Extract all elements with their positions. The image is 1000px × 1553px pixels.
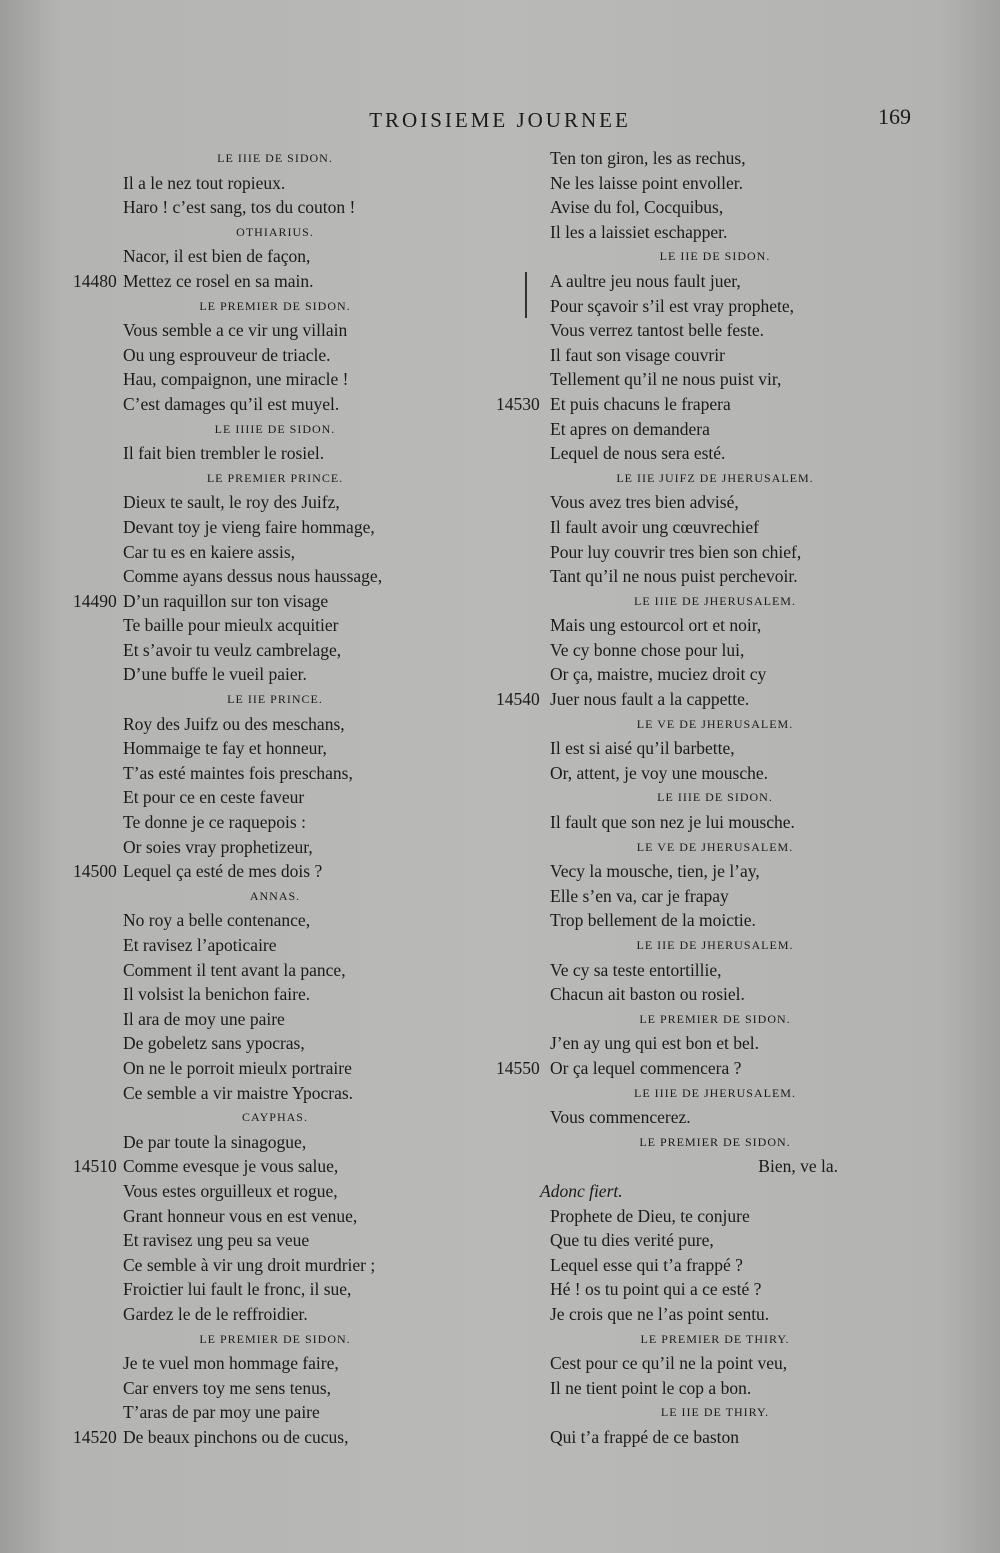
line-text: Chacun ait baston ou rosiel. [550,984,745,1005]
line-text: Pour luy couvrir tres bien son chief, [550,541,802,562]
verse-line [490,1376,880,1401]
line-text: On ne le porroit mieulx portraire [123,1057,352,1078]
line-text: LE IIIIE DE SIDON. [214,421,336,436]
verse-line [490,269,880,294]
speaker-name [490,933,880,958]
line-text: LE IIIE DE JHERUSALEM. [634,593,796,608]
verse-line [40,1154,470,1179]
line-text: LE IIE JUIFZ DE JHERUSALEM. [616,470,814,485]
speaker-name [40,1105,470,1130]
line-text: Or soies vray prophetizeur, [123,836,313,857]
line-text: LE PREMIER DE SIDON. [199,298,351,313]
speaker-name [40,687,470,712]
line-text: Ce semble à vir ung droit murdrier ; [123,1254,376,1275]
line-text: D’un raquillon sur ton visage [123,590,329,611]
line-text: Il fault que son nez je lui mousche. [550,812,795,833]
verse-line [490,1253,880,1278]
verse-line [490,343,880,368]
line-text: LE IIIE DE SIDON. [217,151,333,165]
verse-line [490,1228,880,1253]
verse-line [490,294,880,319]
speaker-name [40,146,470,171]
line-text: Il faut son visage couvrir [550,344,725,365]
speaker-name [490,1327,880,1352]
line-text: Et ravisez l’apoticaire [123,935,277,955]
line-text: Lequel de nous sera esté. [550,443,726,464]
line-text: Il ara de moy une paire [123,1008,285,1029]
verse-line [490,761,880,786]
verse-line [490,1351,880,1376]
line-text: De par toute la sinagogue, [123,1131,307,1152]
line-text: Pour sçavoir s’il est vray prophete, [550,295,794,316]
line-text: Car envers toy me sens tenus, [123,1377,332,1398]
verse-line [40,244,470,269]
verse-line [40,392,470,417]
verse-line [490,1105,880,1130]
verse-line [490,220,880,245]
verse-line [40,613,470,638]
line-text: Comme evesque je vous salue, [123,1156,339,1177]
verse-line [40,1056,470,1081]
verse-line [490,146,880,171]
line-text: Grant honneur vous en est venue, [123,1205,358,1226]
line-text: Avise du fol, Cocquibus, [550,197,724,218]
line-text: LE PREMIER DE SIDON. [639,1011,791,1026]
line-text: C’est damages qu’il est muyel. [123,393,340,414]
line-text: LE IIE DE SIDON. [659,249,771,264]
verse-line [40,1081,470,1106]
line-text: Qui t’a frappé de ce baston [550,1426,740,1447]
line-text: Tant qu’il ne nous puist perchevoir. [550,566,798,587]
line-text: LE PREMIER DE SIDON. [639,1134,791,1149]
speaker-name [490,785,880,810]
line-text: No roy a belle contenance, [123,910,311,931]
verse-line [40,1204,470,1229]
verse-line [490,884,880,909]
verse-line [40,908,470,933]
verse-line [40,1302,470,1327]
line-text: LE IIE DE THIRY. [660,1405,770,1420]
line-text: Trop bellement de la moictie. [550,910,756,931]
verse-line [40,982,470,1007]
verse-line [40,933,470,958]
line-text: De beaux pinchons ou de cucus, [123,1426,349,1447]
speaker-name [490,712,880,737]
line-text: Froictier lui fault le fronc, il sue, [123,1279,352,1300]
line-text: J’en ay ung qui est bon et bel. [550,1033,759,1054]
verse-line [490,982,880,1007]
line-text: OTHIARIUS. [236,224,314,239]
line-text: Et puis chacuns le frapera [550,393,731,414]
line-text: Je te vuel mon hommage faire, [123,1353,339,1374]
left-text-column [40,146,470,1449]
verse-line [40,1425,470,1450]
speaker-name [40,466,470,491]
verse-line [40,367,470,392]
verse-line [490,736,880,761]
verse-line [40,662,470,687]
line-text: D’une buffe le vueil paier. [123,664,307,685]
verse-line [40,564,470,589]
line-text: LE IIE DE JHERUSALEM. [636,938,794,952]
line-text: LE PREMIER DE SIDON. [199,1331,351,1346]
line-number: 14520 [73,1426,117,1447]
verse-line [40,441,470,466]
line-text: Vous verrez tantost belle feste. [550,320,764,341]
line-text: Et pour ce en ceste faveur [123,787,305,808]
speaker-name [490,1400,880,1425]
line-number: 14550 [496,1057,540,1078]
verse-line [40,1228,470,1253]
verse-line [490,367,880,392]
line-text: Comment il tent avant la pance, [123,959,346,980]
line-text: Mettez ce rosel en sa main. [123,270,314,291]
line-text: Devant toy je vieng faire hommage, [123,516,375,537]
line-text: Il est si aisé qu’il barbette, [550,738,735,759]
speaker-name [40,1327,470,1352]
speaker-name [490,589,880,614]
line-text: LE VE DE JHERUSALEM. [636,716,794,731]
line-text: Ve cy sa teste entortillie, [550,959,722,980]
verse-line [490,392,880,417]
verse-line [490,441,880,466]
line-text: Il a le nez tout ropieux. [123,172,286,193]
line-text: Je crois que ne l’as point sentu. [550,1303,770,1324]
line-text: Hau, compaignon, une miracle ! [123,369,349,390]
speaker-name [40,417,470,442]
right-text-column [490,146,880,1449]
verse-line [490,908,880,933]
verse-line [40,761,470,786]
verse-line [490,417,880,442]
verse-line [40,1400,470,1425]
speaker-name [490,1007,880,1032]
verse-line [40,343,470,368]
line-text: Et apres on demandera [550,418,710,439]
verse-line [490,810,880,835]
line-number: 14510 [73,1156,117,1177]
verse-line [490,564,880,589]
line-text: Vecy la mousche, tien, je l’ay, [550,861,760,882]
verse-line [40,540,470,565]
verse-line [40,1253,470,1278]
line-number: 14500 [73,861,117,882]
verse-line [40,1031,470,1056]
verse-line [490,687,880,712]
verse-line [490,540,880,565]
line-text: Prophete de Dieu, te conjure [550,1205,750,1226]
line-text: Vous commencerez. [550,1107,691,1128]
page-number: 169 [878,104,911,129]
line-text: Ou ung esprouveur de triacle. [123,344,331,365]
verse-line [40,785,470,810]
verse-line [40,490,470,515]
line-text: LE PREMIER PRINCE. [206,470,344,485]
verse-line [40,1007,470,1032]
line-number: 14490 [73,590,117,611]
line-number: 14480 [73,270,117,291]
verse-line [40,1351,470,1376]
speaker-name [490,466,880,491]
line-text: Mais ung estourcol ort et noir, [550,615,762,636]
verse-line [490,515,880,540]
line-text: A aultre jeu nous fault juer, [550,270,741,291]
verse-line [40,1376,470,1401]
line-text: Ce semble a vir maistre Ypocras. [123,1082,354,1103]
line-text: Car tu es en kaiere assis, [123,541,296,562]
verse-line [40,958,470,983]
line-text: Il fault avoir ung cœuvrechief [550,516,759,537]
line-text: Tellement qu’il ne nous puist vir, [550,369,782,390]
line-text: Te baille pour mieulx acquitier [123,615,339,636]
line-text: LE IIIE DE SIDON. [657,790,773,805]
speaker-name [40,294,470,319]
verse-line [490,662,880,687]
verse-line [490,195,880,220]
line-text: Gardez le de le reffroidier. [123,1303,308,1324]
running-title: TROISIEME JOURNEE [369,108,631,132]
verse-line [40,859,470,884]
line-text: Vous estes orguilleux et rogue, [123,1180,338,1201]
verse-line [490,613,880,638]
speaker-name [490,835,880,860]
line-text: Elle s’en va, car je frapay [550,885,729,906]
line-text: Il volsist la benichon faire. [123,984,311,1005]
verse-line [40,515,470,540]
line-text: Il fait bien trembler le rosiel. [123,443,325,464]
line-number: 14540 [496,689,540,710]
line-text: Or ça lequel commencera ? [550,1057,742,1078]
line-text: Lequel esse qui t’a frappé ? [550,1254,743,1275]
line-text: Il ne tient point le cop a bon. [550,1377,752,1398]
verse-line [40,835,470,860]
speaker-name [490,244,880,269]
line-text: Cest pour ce qu’il ne la point veu, [550,1353,788,1374]
verse-line [490,958,880,983]
line-text: Lequel ça esté de mes dois ? [123,861,323,882]
line-text: Bien, ve la. [758,1156,838,1177]
line-text: Hé ! os tu point qui a ce esté ? [550,1279,762,1300]
line-text: LE IIE PRINCE. [227,692,323,707]
verse-line [40,318,470,343]
verse-line [40,269,470,294]
line-text: LE VE DE JHERUSALEM. [636,839,794,854]
line-text: Adonc fiert. [540,1180,623,1201]
verse-line [490,1031,880,1056]
verse-line [490,1204,880,1229]
line-text: Or ça, maistre, muciez droit cy [550,664,767,685]
line-text: Il les a laissiet eschapper. [550,221,728,242]
speaker-name [490,1081,880,1106]
line-text: LE PREMIER DE THIRY. [640,1331,790,1346]
verse-line [40,736,470,761]
stage-direction [490,1179,880,1204]
verse-line [40,195,470,220]
verse-line [490,1425,880,1450]
verse-line [490,318,880,343]
line-text: Vous avez tres bien advisé, [550,492,739,513]
line-text: T’as esté maintes fois preschans, [123,762,353,783]
line-text: Or, attent, je voy une mousche. [550,762,768,783]
line-text: Ve cy bonne chose pour lui, [550,639,745,660]
line-text: Roy des Juifz ou des meschans, [123,713,345,734]
line-text: Haro ! c’est sang, tos du couton ! [123,197,356,218]
verse-line [40,1179,470,1204]
speaker-name [490,1130,880,1155]
line-text: Te donne je ce raquepois : [123,812,306,833]
verse-line [40,589,470,614]
verse-line [40,171,470,196]
verse-line [40,1130,470,1155]
speaker-name [40,884,470,909]
line-text: Dieux te sault, le roy des Juifz, [123,492,340,513]
verse-line [40,1277,470,1302]
line-text: Ten ton giron, les as rechus, [550,148,746,168]
line-text: Nacor, il est bien de façon, [123,246,311,267]
verse-line [40,638,470,663]
line-text: De gobeletz sans ypocras, [123,1033,305,1054]
verse-line [40,712,470,737]
speaker-name [40,220,470,245]
line-text: LE IIIE DE JHERUSALEM. [634,1085,796,1100]
verse-line [490,1154,880,1179]
line-text: Et ravisez ung peu sa veue [123,1230,310,1251]
verse-line [490,859,880,884]
line-text: Vous semble a ce vir ung villain [123,320,348,341]
line-text: Comme ayans dessus nous haussage, [123,566,383,587]
line-text: Hommaige te fay et honneur, [123,738,327,759]
verse-line [40,810,470,835]
verse-line [490,171,880,196]
verse-line [490,1302,880,1327]
line-text: T’aras de par moy une paire [123,1402,320,1423]
line-text: Ne les laisse point envoller. [550,172,743,193]
line-number: 14530 [496,393,540,414]
line-text: Que tu dies verité pure, [550,1230,714,1251]
line-text: Juer nous fault a la cappette. [550,689,750,710]
verse-line [490,1056,880,1081]
line-text: CAYPHAS. [242,1110,308,1125]
verse-line [490,490,880,515]
verse-line [490,1277,880,1302]
verse-line [490,638,880,663]
line-text: Et s’avoir tu veulz cambrelage, [123,639,342,660]
line-text: ANNAS. [249,888,301,903]
